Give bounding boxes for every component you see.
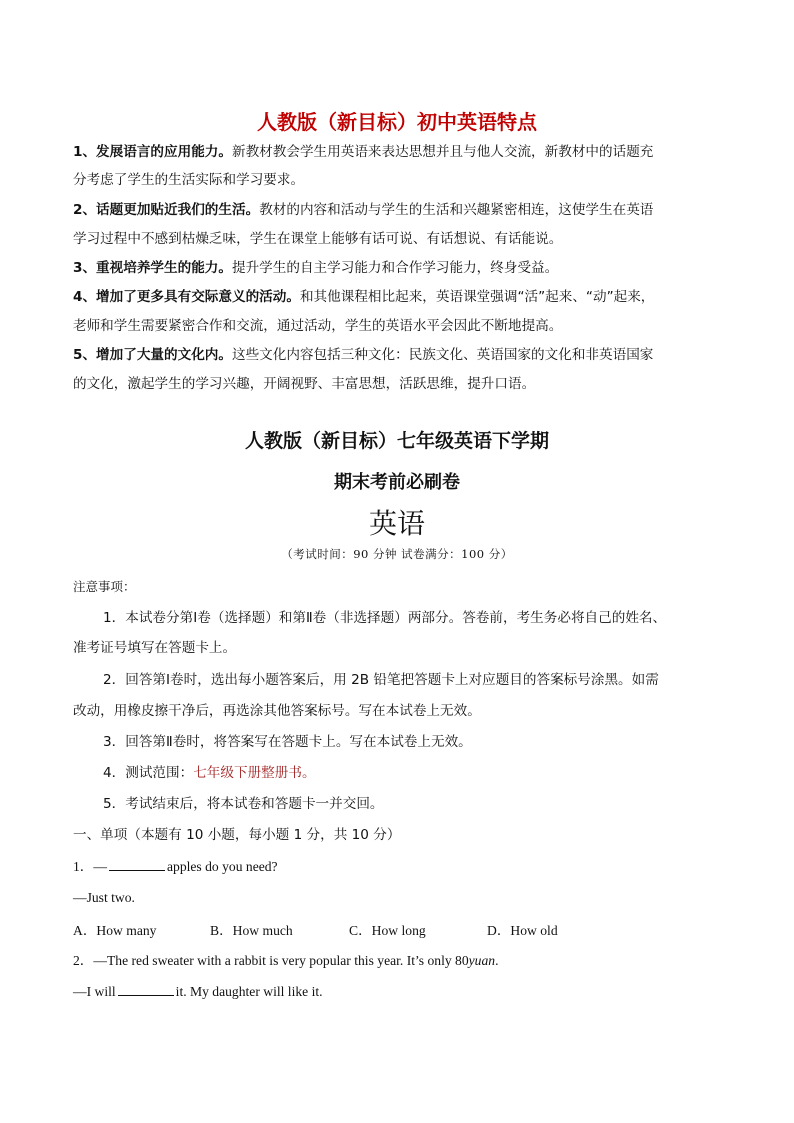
notice-1-line-2: 准考证号填写在答题卡上。 bbox=[73, 640, 237, 656]
question-1-reply: —Just two. bbox=[73, 890, 135, 905]
features-title: 人教版（新目标）初中英语特点 bbox=[257, 110, 537, 134]
exam-title-1: 人教版（新目标）七年级英语下学期 bbox=[244, 430, 549, 452]
section-1-heading: 一、单项（本题有 10 小题，每小题 1 分，共 10 分） bbox=[73, 827, 401, 843]
question-1: 1．— apples do you need? bbox=[73, 859, 278, 874]
question-2: 2．—The red sweater with a rabbit is very popular this year. It’s only 80yuan. bbox=[73, 953, 499, 968]
answer-blank[interactable] bbox=[109, 858, 165, 871]
test-range: 七年级下册整册书。 bbox=[193, 765, 316, 781]
feature-2-line-2: 学习过程中不感到枯燥乏味，学生在课堂上能够有话可说、有话想说、有话能说。 bbox=[73, 231, 563, 247]
feature-1-line-2: 分考虑了学生的生活实际和学习要求。 bbox=[73, 172, 305, 188]
exam-title-2: 期末考前必刷卷 bbox=[334, 472, 460, 493]
notice-2-line-1: 2．回答第Ⅰ卷时，选出每小题答案后，用 2B 铅笔把答题卡上对应题目的答案标号涂黑。如需 bbox=[103, 672, 659, 688]
feature-3-line-1: 3、重视培养学生的能力。提升学生的自主学习能力和合作学习能力，终身受益。 bbox=[73, 260, 559, 276]
q1-option-a[interactable]: A．How many bbox=[73, 923, 157, 938]
feature-5-line-2: 的文化，激起学生的学习兴趣，开阔视野、丰富思想，活跃思维，提升口语。 bbox=[73, 376, 536, 392]
notice-5: 5．考试结束后，将本试卷和答题卡一并交回。 bbox=[103, 796, 384, 812]
q1-option-d[interactable]: D．How old bbox=[487, 923, 558, 938]
feature-2-line-1: 2、话题更加贴近我们的生活。教材的内容和活动与学生的生活和兴趣紧密相连，这使学生在英语 bbox=[73, 202, 654, 218]
feature-5-line-1: 5、增加了大量的文化内。这些文化内容包括三种文化：民族文化、英语国家的文化和非英语国家 bbox=[73, 347, 654, 363]
feature-4-line-1: 4、增加了更多具有交际意义的活动。和其他课程相比起来，英语课堂强调“活”起来、“动”起来， bbox=[73, 289, 655, 305]
feature-1-line-1: 1、发展语言的应用能力。新教材教会学生用英语来表达思想并且与他人交流，新教材中的话题充 bbox=[73, 144, 654, 160]
notice-2-line-2: 改动，用橡皮擦干净后，再选涂其他答案标号。写在本试卷上无效。 bbox=[73, 703, 481, 719]
answer-blank[interactable] bbox=[118, 983, 174, 996]
notice-1-line-1: 1．本试卷分第Ⅰ卷（选择题）和第Ⅱ卷（非选择题）两部分。答卷前，考生务必将自己的姓名、 bbox=[103, 610, 667, 626]
notice-label: 注意事项： bbox=[73, 579, 136, 594]
q1-option-b[interactable]: B．How much bbox=[210, 923, 293, 938]
exam-subject: 英语 bbox=[368, 507, 425, 540]
notice-4: 4．测试范围：七年级下册整册书。 bbox=[103, 765, 316, 781]
q1-option-c[interactable]: C．How long bbox=[349, 923, 426, 938]
feature-4-line-2: 老师和学生需要紧密合作和交流，通过活动，学生的英语水平会因此不断地提高。 bbox=[73, 318, 563, 334]
question-2-reply: —I will it. My daughter will like it. bbox=[73, 984, 323, 999]
notice-3: 3．回答第Ⅱ卷时，将答案写在答题卡上。写在本试卷上无效。 bbox=[103, 734, 472, 750]
exam-meta: （考试时间：90 分钟 试卷满分：100 分） bbox=[281, 547, 513, 561]
